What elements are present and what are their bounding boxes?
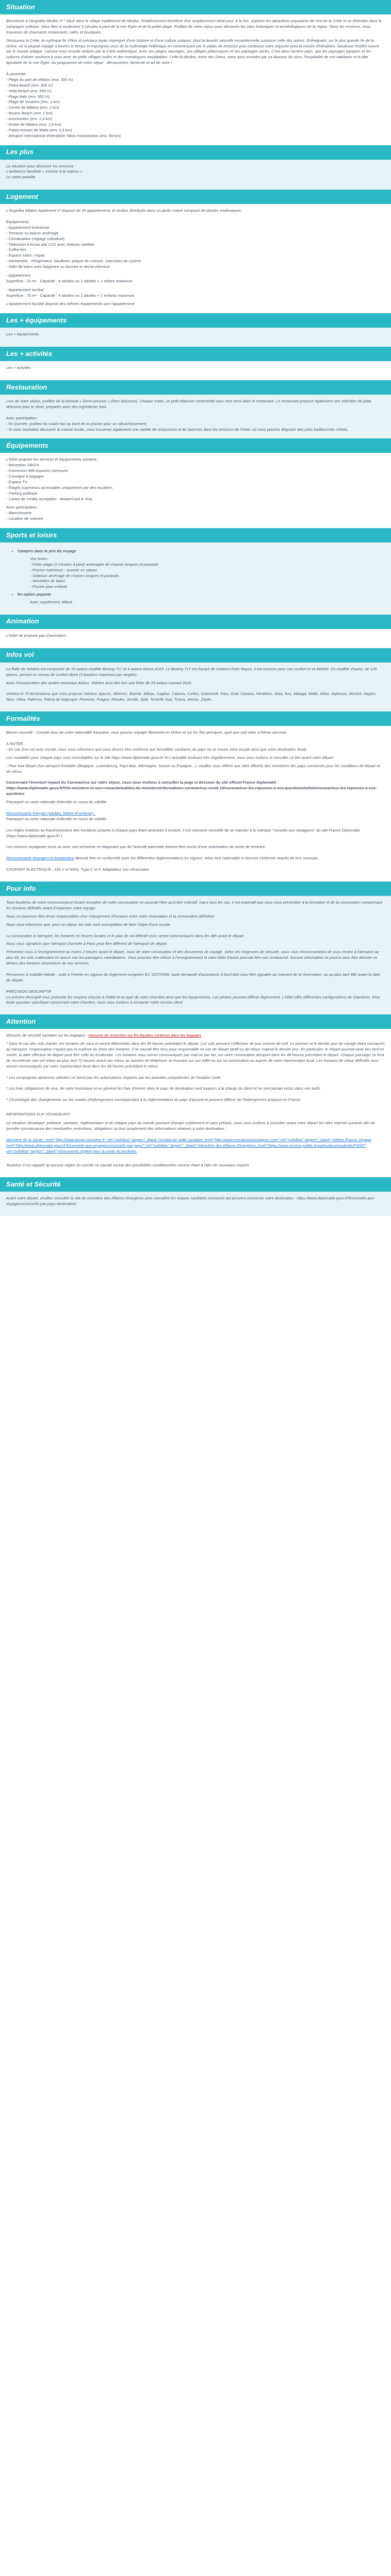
- sports-free-title: • Compris dans le prix du voyage: [18, 549, 385, 554]
- restauration-extra-title: Avec participation :: [6, 415, 39, 420]
- list-item: - Plage de Voulolos (env. 1 km): [6, 99, 60, 105]
- sports-free-items: [30, 556, 385, 590]
- attention-p6-title: INFORMATIONS AUX VOYAGEURS :: [6, 1112, 72, 1117]
- situation-intro: Bienvenue à l'Angelika Mirabo 3* ! Situé dans le village traditionnel de Mirabo, l'établissement bénéficie d'un emplacement idéal pour, à la fois, explorer les attractions populaires de l'est de la Crète et se détendre dans la campagne crétoise. Vous êtes à seulement 3 minutes à pied de la mer Egée et de la petite plage. Profitez de votre séjour pour découvrir les sites historiques et archéologiques de la région. Dans les environs, vous trouverez de charmants restaurants, cafés et boutiques.: [6, 19, 382, 35]
- activites-plus-body: [0, 361, 391, 380]
- section-title-situation: Situation: [0, 0, 391, 14]
- infos-vol-p2: Avec l'incorporation des quatre nouveaux Airbus, Volotea aura dès lors une flotte de 23 avions courant 2016.: [6, 680, 192, 685]
- section-title-activites-plus: Les + activités: [0, 347, 391, 361]
- pour-info-p7: Le présent descriptif vous présente les moyens d'accès à l'hôtel et au type de votre chambre ainsi que les équipements. Les photos peuvent différer légèrement. L'hôtel offre différentes configurations de chambres. Pour toute question spécifique concernant votre chambre, nous vous invitons à contacter notre service client.: [6, 994, 381, 1005]
- logement-note: L'appartement familial dispose des mêmes équipements que l'appartement: [6, 301, 135, 307]
- list-item: - Piscine pour enfants: [30, 584, 68, 589]
- room-detail: Superficie : 70 m² - Capacité : 4 adultes ou 2 adultes + 2 enfants maximum: [6, 293, 135, 298]
- formalites-nationals-link[interactable]: Ressortissants français (adultes, bébés et enfants) :: [6, 810, 95, 816]
- list-item: - Télévision à écran plat LCD avec chaînes satellite: [6, 242, 94, 247]
- list-item: - Climatisation (réglage individuel): [6, 236, 64, 241]
- list-item: - Espace TV: [6, 479, 28, 484]
- list-item: - Connexion Wifi espaces communs: [6, 468, 68, 473]
- section-title-sante: Santé et Sécurité: [0, 1177, 391, 1192]
- list-item: - Coffre-fort: [6, 247, 26, 252]
- equipements-plus-body: [0, 328, 391, 347]
- pour-info-p2: Nous vous informons que, pour ce séjour, les vols sont susceptibles de faire l'objet d'une escale.: [6, 922, 171, 927]
- infos-vol-p1: La flotte de Volotea est composée de 19 avions modèle Boeing 717 et 4 avions Airbus A319. Le Boeing 717 est équipé de moteurs Rolls Royce, il est reconnu pour son confort et sa fiabilité. Ce modèle d'avion, de 125 places, permet un niveau de confort élevé (3 boutons maximum par rangée).: [6, 666, 377, 677]
- attention-p5: * Chronologie des changements sur les modes d'hébergement correspondant à la réglementation du pays d'accueil et peuvent différer de l'hébergement proposé en France.: [6, 1097, 302, 1103]
- sports-free-subtitle: Vos loisirs :: [30, 556, 50, 561]
- formalites-note-1: - En cas d'un vol avec escale, nous vous informons que vous devrez être conforme aux formalités sanitaires du pays où se trouve votre escale ainsi que votre destination finale.: [6, 747, 308, 752]
- sports-paid-list: [18, 592, 385, 598]
- list-item: Le cadre paisible: [6, 175, 36, 180]
- list-item: - Espace salon / repas: [6, 253, 45, 258]
- list-item: - Solarium aménagé de chaises longues et parasols: [30, 573, 119, 578]
- list-item: - Palais minoen de Malia (env. 6,6 km): [6, 127, 72, 132]
- formalites-covid-link[interactable]: https://www.diplomatie.gouv.fr/fr/le-ministere-et-son-reseau/actualites-du-ministere/informations-coronavirus-covid-19/coronavirus-les-reponses-a-vos-questions/article/coronavirus-les-reponses-a-vos-questions: [6, 786, 377, 796]
- situation-description: Découvrez la Crète, la mythique île d'Ikos et précieux joyau imprégné d'une histoire et d'une culture uniques, dont la beauté naturelle exceptionnelle surpasse celle des autres. Enfreignant, sur le plus grande île de la Grèce, où la plupart voyage à travers le temps et imprègnez-vous de la mythologie hellénique en commençant par le palais de Knossos puis continuez votre odyssée pour la musée d'Héraklion, fabuleuse fenêtre ouvert sur le monde antique. Laissez-vous ensuite séduire par la Crète authentique, avec ses plages sauvages, ses villages pittoresques et ses paysages variés. C'est dans l'arrière-pays, que les paysages typiques et les cultures d'olivier confirent à vous avec de petits villages isolés et des monologues inoubliables. Celle-là décline, entre des Dieux, mers sous encadre par sa douceur de vivre, l'hospitalité de ses habitants et la tâte ajoutante de la mer Égée. Au programme de votre séjour : découvertes, farniente et art de vivre !: [6, 38, 379, 65]
- section-attention: [0, 1014, 391, 1177]
- room-detail: Superficie : 32 m² - Capacité : 4 adultes ou 2 adultes + 1 enfant maximum: [6, 278, 133, 283]
- attention-p2: * Dans le cas des vols charter, les horaires de vous et seront déterminés dans les 48 heures précédant le départ. Les vols peuvent s'effectuer de jour comme de nuit. Le premier et le dernier jour du voyage étant consacrés au transport, l'organisateur n'ayant pas la maîtrise du choix des horaires, il ne saurait être tenu pour responsable en cas de départ tardif ou de retour matinal le dernier jour. En particulier, le départ pourrait avoir lieu tard en soirée, la date effective de départ peut être celle du lendemain. Les horaires vous seront communiqués par mail ou par fax, sur votre convocation aéroport dans les 48 heures précédant le départ. Chaque passager se fera de reconfirmer son vol retour au plus tard 72 heures avant son retour au numéro de téléphone se trouvant sur son billet ou sur sa convocation ou auprès de votre représentant local. Les horaires de retour définitifs vous seront communiqués par notre représentant local dans les 48 heures précédant le retour.: [6, 1041, 385, 1069]
- list-item: - Location de voitures: [6, 516, 43, 521]
- formalites-p1: Bonne nouvelle : Compte tenu de votre nationalité française, vous pouvez voyager librement en Grèce et sur les îles grecques, quel que soit votre schéma vaccinal.: [6, 730, 287, 735]
- section-sports: [0, 528, 391, 615]
- formalites-p9: COURANT ELECTRIQUE : 230 V et 50Hz. Type C et F. Adaptateur non nécessaire.: [6, 867, 150, 872]
- sports-paid-title: • En option payante: [18, 592, 385, 598]
- list-item: - Plage du port de Milatos (env. 300 m): [6, 77, 73, 82]
- attention-liquids-link[interactable]: mesures de restriction sur les liquides contenus dans les bagages: [88, 1033, 202, 1038]
- list-item: - Kitchenette : réfrigérateur, bouilloire, plaque de cuisson, ustensiles de cuisine: [6, 259, 141, 264]
- room-type: - Appartement familial: [6, 287, 44, 292]
- list-item: - Appartement lumineuse: [6, 225, 50, 230]
- pour-info-p3: La convocation à l'aéroport, les horaires en heures locales et le plan de vol définitif vous seront communiqués dans les 48h avant le départ.: [6, 933, 245, 938]
- sante-body: [0, 1192, 391, 1216]
- section-title-animation: Animation: [0, 615, 391, 629]
- sports-paid-text: Avec supplément, billard: [30, 600, 72, 604]
- section-title-logement: Logement: [0, 190, 391, 204]
- section-title-pour-info: Pour info: [0, 882, 391, 896]
- attention-p3: * Les compagnies aériennes utilisées ne lisent pas les autorisations requises par les autorités compétentes de l'aviation civile.: [6, 1075, 222, 1080]
- section-title-infos-vol: Infos vol: [0, 648, 391, 663]
- section-infos-vol: [0, 648, 391, 711]
- pour-info-p7-title: PRÉCISION DESCRIPTIF: [6, 989, 52, 994]
- equipements-intro: L'hôtel propose les services et équipements suivants :: [6, 457, 99, 462]
- list-item: - Serviettes de bains: [30, 579, 66, 584]
- section-title-equipements: Équipements: [0, 438, 391, 453]
- formalites-p7: Les mineurs voyageant seuls ou avec une personne ne disposant pas de l'autorité parentale doivent être munis d'une autorisation de sortie de territoire.: [6, 844, 266, 850]
- infos-vol-p3: Volotea et 70 destinations que vous propose Volotea: Ajaccio, Athènes, Biarritz, Bilbao, Cagliari, Catania, Corfou, Dubrovnik, Faro, Gran Canaria, Héraklion, Ibiza, Kos, Malaga, Malte, Milan, Mykonos, Munich, Naples, Nice, Olbia, Palermo, Palma de Majorque, Florence, Prague, Rhodes, Séville, Split, Tenerife Sud, Tirana, Venise, Zante...: [6, 691, 377, 702]
- sports-free-list: [18, 549, 385, 554]
- list-item: - Piscine extérieure - ouverte en saison: [30, 567, 97, 572]
- infos-vol-body: [0, 663, 391, 711]
- room-type: - Appartement: [6, 273, 31, 278]
- sports-body: [0, 543, 391, 615]
- section-title-plus: Les plus: [0, 145, 391, 160]
- list-item: - Aéroport international d'Héraklion Nikos Kazantzakis (env. 59 km): [6, 133, 121, 138]
- pour-info-p6: Personnes à mobilité réduite : suite à l'entrée en vigueur du règlement européen EU 1107/2006, toute demande d'assistance à bord doit nous être signalée au moment de la réservation, ou au plus tard 48h avant la date de départ.: [6, 972, 380, 982]
- list-item: - Consigne à bagages: [6, 474, 44, 479]
- section-situation: [0, 0, 391, 145]
- attention-body: [0, 1029, 391, 1177]
- list-item: - Boulos Beach (env. 2 km): [6, 111, 53, 116]
- list-item: - Étages supérieurs accessibles uniquement par des escaliers: [6, 485, 112, 490]
- restauration-body: [0, 395, 391, 438]
- list-item: - Centre de Milatos (env. 2 km): [6, 105, 59, 110]
- section-activites-plus: [0, 347, 391, 380]
- list-item: - Terrasse ou balcon aménagé: [6, 230, 59, 235]
- section-title-restauration: Restauration: [0, 380, 391, 395]
- pour-info-body: [0, 896, 391, 1014]
- restauration-intro: Lors de votre séjour, profitez de la formule « Demi-pension » (hors boissons). Chaque matin, un petit-déjeuner continental vous sera servi dans le restaurant. Le restaurant propose également une sélection de plats délicieux pour le dîner, préparés avec des ingrédients frais.: [6, 399, 371, 409]
- list-item: - Si vous souhaitez découvrir la cuisine locale, vous trouverez également une variété de restaurants et de tavernes dans les environs de l'hôtel, où vous pourrez déguster des plats traditionnels crétois.: [6, 427, 349, 432]
- equipements-body: [0, 453, 391, 528]
- formalites-p6: Les règles relatives au franchissement des frontières propres à chaque pays étant amenées à évoluer, il est vivement conseillé de se reporter à la rubrique "conseils aux voyageurs" du site France Diplomatie (https://www.diplomatie.gouv.fr/ ): [6, 827, 361, 838]
- formalites-foreigners-link[interactable]: Ressortissants étrangers et binationaux: [6, 856, 74, 861]
- situation-access-title: À proximité :: [6, 72, 28, 76]
- activites-plus-text: Les + activités: [6, 365, 31, 370]
- list-item: - Salle de bains avec baignoire ou douche et sèche-cheveux: [6, 264, 110, 269]
- equipements-plus-text: Les + équipements: [6, 332, 39, 337]
- list-item: - Petite plage (3 minutes à pied) aménagée de chaises longues et parasols: [30, 562, 158, 567]
- section-title-equipements-plus: Les + équipements: [0, 313, 391, 328]
- formalites-note-3: - Pour tout départ d'un aéroport frontalier (Belgique, Luxembourg, Pays-Bas, Allemagne, Suisse ou Espagne...), veuillez vous référer aux sites officiels des ministères des pays concernés pour les conditions de départ et de retour.: [6, 763, 380, 774]
- formalites-covid-title: Concernant l'éventuel impact du Coronavirus sur votre séjour, nous vous invitons à consulter la page ci-dessous du site officiel France Diplomatie :: [6, 780, 279, 785]
- list-item: L'ambiance familiale « comme à la maison »: [6, 169, 83, 174]
- section-equipements-plus: [0, 313, 391, 347]
- sante-p1: Avant votre départ, veuillez consulter le site du ministère des Affaires étrangères pour connaître les risques sanitaires éventuels qui peuvent concerner votre destination : https://www.diplomatie.gouv.fr/fr/conseils-aux-voyageurs/conseils-par-pays-destination/: [6, 1196, 376, 1207]
- list-item: - Plage Balo (env. 950 m): [6, 94, 50, 99]
- situation-body: [0, 14, 391, 145]
- attention-p8: Toutefois il est rappelé qu'aucune région du monde ne saurait exclue des possibilités conditionnées comme étant à l'abri de nouveaux risques.: [6, 1163, 250, 1168]
- section-title-formalites: Formalités: [0, 711, 391, 726]
- formalites-note-title: A NOTER :: [6, 741, 26, 746]
- list-item: - Grotte de Milatos (env. 2,9 km): [6, 122, 61, 127]
- section-formalites: [0, 711, 391, 882]
- list-item: - Anechorites (env. 2,4 km): [6, 116, 53, 121]
- section-title-attention: Attention: [0, 1014, 391, 1029]
- plus-body: [0, 160, 391, 190]
- situation-access-list: [6, 77, 385, 139]
- list-item: - Vella Beach (env. 650 m): [6, 88, 52, 93]
- attention-p4: * Les frais obligatoires de visa, de carte touristique et en général les frais d'entrée dans le pays de destination sont toujours à la charge du client et ne sont jamais inclus dans nos tarifs.: [6, 1086, 321, 1091]
- list-item: - Parking publique: [6, 490, 38, 496]
- list-item: - Blanchisserie: [6, 511, 32, 516]
- logement-intro: L'Angelika Milatos Apartment 3* dispose de 35 appartements et studios distribués dans un jardin coloré composé de plantes endémiques.: [6, 208, 242, 213]
- formalites-p8: devront être en conformité avec les différentes réglementations en vigueur, selon leur nationalité et devront s'informer auprès de leur consulat.: [75, 856, 319, 861]
- section-restauration: [0, 380, 391, 438]
- section-logement: [0, 190, 391, 313]
- list-item: - Réception 24h/24: [6, 463, 39, 468]
- list-item: - En journée, profitez du snack-bar au bord de la piscine pour un rafraîchissement.: [6, 421, 148, 426]
- formalites-p4: Passeport ou carte nationale d'identité en cours de validité.: [6, 800, 108, 804]
- attention-p6: La situation climatique, politique, sanitaire, réglementaire et de chaque pays du monde pouvant changer subitement et sans préavis, nous vous invitons à consulter avant votre départ les sites Internet suivants afin de prendre connaissance des éventuelles restrictions, obligations ou tout simplement des informations relatives à votre destination :: [6, 1121, 376, 1131]
- pour-info-p1: Taxe locale/ou de votre commune/peut écrant réception de votre convocation ne pourrait l'être qu'à titre indicatif. Dans tous les cas, il est impératif que vous vous présentiez à la réception et de la convocation comprenant les horaires définitifs avant d'organiser votre voyage.: [6, 900, 382, 910]
- section-pour-info: [0, 882, 391, 1014]
- animation-text: L'hôtel ne propose pas d'animation.: [6, 633, 67, 638]
- section-sante: [0, 1177, 391, 1216]
- equipements-extra-title: Avec participation :: [6, 505, 39, 510]
- pour-info-p1b: Nous ne pourrons être tenus responsables d'un changement d'horaires entre votre réservation et la convocation définitive.: [6, 913, 216, 919]
- animation-body: [0, 629, 391, 648]
- formalites-p5: Passeport ou carte nationale d'identité en cours de validité.: [6, 816, 108, 821]
- logement-body: [0, 204, 391, 313]
- formalites-body: [0, 726, 391, 882]
- attention-p7-links[interactable]: Ministère de la Santé : href="http://www.travel.ministère.fr" rel="nofollow" target="_blank">Institut de veille sanitaire, href="http://www.mentionstouristiques.com" rel="nofollow" target="_blank">Météo France Voyage href="http://www.diplomatie.gouv.fr/fr/conseils-aux-voyageurs/conseils-par-pays/" rel="nofollow" target="_blank">Ministère des Affaires Etrangères, href="https://www.service-public.fr/particuliers/vosdroits/F3203" rel="nofollow" target="_blank">Documents réglem.pour la sortie du territoire.: [6, 1137, 371, 1154]
- pour-info-p4: Nous vous signalons que l'aéroport d'arrivée à Paris peut être différent de l'aéroport de départ.: [6, 941, 168, 946]
- section-animation: [0, 615, 391, 648]
- attention-p1: Mesures de sécurité sanitaire sur les bagages :: [6, 1033, 88, 1038]
- logement-equip-title: Equipements :: [6, 219, 31, 224]
- list-item: La situation pour découvrir les environs: [6, 163, 74, 168]
- formalites-note-2: Les modalités pour chaque pays sont consultables sur le site https://www.diplomatie.gouv.fr/ fr/ L'actualité évoluant très régulièrement, nous vous invitons à consulter ce lien avant votre départ.: [6, 755, 334, 760]
- pour-info-p5: Présentez-vous à l'enregistrement au moins 2 heures avant le départ, muni de votre convocation et des documents de voyage. Selon les exigences de sécurité, nous vous recommandons de vous rendre à l'aéroport au plus tôt, les vols n'attendant en aucun cas les passagers retardataires. Vous pourriez être refusé à l'enregistrement et votre billet d'avion pourrait être non remboursé. Aucune information ne pourra vous être donnée en dehors des horaires d'ouverture de nos services.: [6, 950, 379, 965]
- list-item: - Plaka Beach (env. 600 m): [6, 82, 53, 88]
- section-plus: [0, 145, 391, 190]
- section-equipements: [0, 438, 391, 528]
- list-item: - Cartes de crédits acceptées : MasterCard & Visa: [6, 496, 92, 501]
- section-title-sports: Sports et loisirs: [0, 528, 391, 543]
